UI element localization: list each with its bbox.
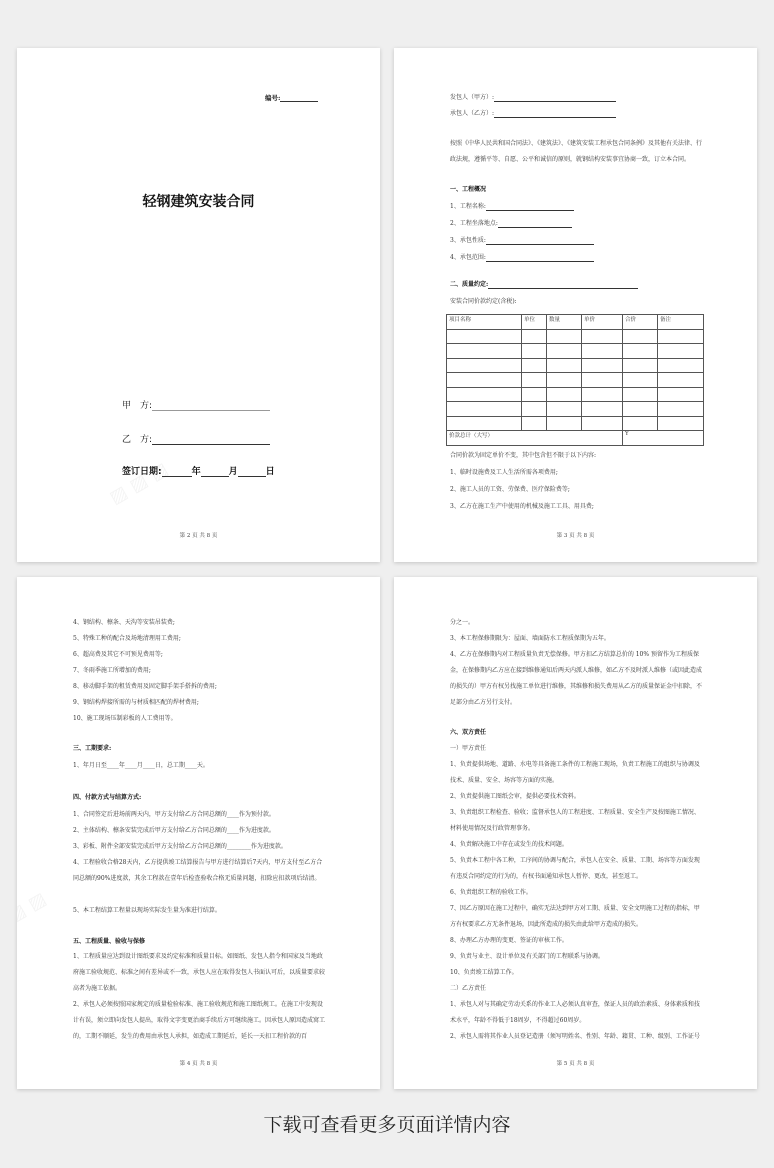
payment-line: 3、彩板、附件全部安装完成后甲方支付给乙方合同总额的________作为进度款。 (73, 843, 287, 850)
payment-line: 1、合同签定后进场前两天内，甲方支付给乙方合同总额的____作为预付款。 (73, 811, 275, 818)
list-item: 9、钢结构焊接所需的与材质相匹配的焊材费用; (73, 699, 199, 706)
section-5-heading: 五、工程质量、验收与保修 (73, 938, 146, 945)
duty-item: 8、办理乙方办理的变更、签证的审核工作。 (450, 937, 568, 944)
duty-item: 6、负责组织工程的验收工作。 (450, 889, 532, 896)
payment-line: 4、工程验收合格28天内，乙方提供竣工结算报告与甲方进行结算后7天内，甲方支付至乙方合同总额的90%进度款，其余工程款在壹年后检查验收合格无质量问题，扣除应扣款项后结清。 (73, 859, 323, 882)
table-row (447, 416, 704, 431)
table-row (447, 387, 704, 402)
sign-date-month: 月 (228, 467, 238, 477)
duty-item: 1、负责提供场地、道路、水电等具备施工条件的工程施工现场，负责工程施工的组织与协调及技术、质量、安全、场容等方面的实施。 (450, 761, 700, 784)
page-footer: 第 4 页 共 8 页 (179, 1061, 218, 1067)
sign-date-year: 年 (191, 467, 201, 477)
page-4 (394, 577, 757, 1089)
section-2-heading (450, 281, 638, 289)
quality-paragraph: 2、承包人必须按照国家规定的质量检验标准、施工验收规范和施工图纸规工。在施工中发现设计有误，须立即向发包人提出，取得文字变更治商手续后方可继续施工。因承包人原因造成窝工的，工期不顺延，发生的费用由承包人承担，如造成工期延后，延长一天扣工程价款的百 (73, 1001, 326, 1040)
after-table-line: 1、临时设施费及工人生活所需各项费用; (450, 469, 558, 476)
col-quantity: 数量 (547, 315, 582, 330)
payment-line: 2、主体结构、檩条安装完成后甲方支付给乙方合同总额的____作为进度款。 (73, 827, 275, 834)
contract-nature-line (450, 237, 594, 245)
download-caption: 下载可查看更多页面详情内容 (263, 1114, 511, 1136)
section-1-heading: 一、工程概况 (450, 186, 487, 193)
total-symbol: Y (623, 431, 704, 446)
contract-nature-label: 3、承包性质: (450, 237, 486, 244)
contractor-duties-heading: 二）乙方责任 (450, 985, 487, 992)
project-location-line (450, 220, 572, 228)
page-footer: 第 5 页 共 8 页 (556, 1061, 595, 1067)
duty-item: 1、承包人对与其确定劳动关系的作业工人必须认真审查，保证人员的政治素质、身体素质和技术水平，年龄不得低于18周岁，不得超过60周岁。 (450, 1001, 700, 1024)
project-name-label: 1、工程名称: (450, 203, 486, 210)
list-item: 7、冬雨季施工所增加的费用; (73, 667, 151, 674)
table-row (447, 402, 704, 417)
quality-paragraph: 1、工程质量应达到设计图纸要求及约定标准和质量目标。如图纸、发包人指令和国家及当地政府施工验收规范、标准之间有差异或不一致，承包人应在取得发包人书面认可后，以质量要求较高者为施工依据。 (73, 953, 326, 992)
project-name-line (450, 203, 574, 211)
list-item: 8、移动脚手架的租赁费用及固定脚手架手搭拆的费用; (73, 683, 217, 690)
after-table-line: 3、乙方在施工生产中使用的机械及施工工具、用具费; (450, 503, 594, 510)
list-item: 4、钢结构、檩条、天沟等安装吊装费; (73, 619, 175, 626)
sign-date-label: 签订日期: (122, 467, 162, 477)
intro-paragraph: 按照《中华人民共和国合同法》、《建筑法》、《建筑安装工程承包合同条例》及其他有关法律、行政法规，遵循平等、自愿、公平和诚信的原则，就钢结构安装事宜协商一致，订立本合同。 (450, 140, 703, 163)
section-2-label: 二、质量约定: (450, 281, 489, 288)
text-line: 3、本工程保修期限为：屋面、墙面防水工程质保期为五年。 (450, 635, 610, 642)
duty-item: 4、负责解决施工中存在或发生的技术问题。 (450, 841, 568, 848)
page-footer: 第 3 页 共 8 页 (556, 533, 595, 539)
section-6-heading: 六、双方责任 (450, 729, 487, 736)
contract-number (265, 93, 318, 102)
list-item: 5、特殊工种的配合及场地清理用工费用; (73, 635, 181, 642)
after-table-line: 2、施工人员的工资、劳保费、医疗保险费等; (450, 486, 570, 493)
duty-item: 2、承包人需将其作业人员登记造册（须写明姓名、性别、年龄、籍贯、工种、级别、工作证号 (450, 1033, 700, 1040)
duty-item: 2、负责提供施工图纸会审，提供必要技术资料。 (450, 793, 580, 800)
party-a-line (122, 398, 270, 411)
period-line: 1、年月日至____年____月____日，总工期____天。 (73, 762, 209, 769)
table-row (447, 329, 704, 344)
duty-item: 10、负责竣工结算工作。 (450, 969, 518, 976)
contract-title: 轻钢建筑安装合同 (142, 194, 255, 210)
employer-line (450, 94, 616, 102)
page-1-cover (17, 48, 380, 562)
contract-scope-line (450, 254, 594, 262)
table-total-row (447, 431, 704, 446)
duty-item: 3、负责组织工程检查、验收；监督承包人的工程进度、工程质量、安全生产及按图施工情况、材料使用情况及行政管理事务。 (450, 809, 700, 832)
sign-date-day: 日 (265, 467, 275, 477)
after-table-line: 合同价款为固定单价不变，其中包含但不限于以下内容: (450, 452, 597, 459)
duty-item: 5、负责本工程中各工种，工序间的协调与配合，承包人在安全、质量、工期、场容等方面发现有违反合同约定的行为的，有权书面通知承包人暂停、更改，甚至返工。 (450, 857, 700, 880)
payment-line: 5、本工程结算工程量以现场实际发生量为准进行结算。 (73, 907, 221, 914)
col-item-name: 项目名称 (447, 315, 522, 330)
party-b-line (122, 432, 270, 445)
col-total: 合价 (623, 315, 658, 330)
party-b-label: 乙 方: (122, 435, 153, 445)
employer-label: 发包人（甲方）: (450, 94, 495, 101)
contract-number-label: 编号: (265, 94, 281, 102)
duty-item: 7、因乙方原因在施工过程中，确实无法达到甲方对工期、质量、安全文明施工过程的指标，甲方有权要求乙方无条件退场，因此所造成的损失由此给甲方造成的损失。 (450, 905, 700, 928)
section-3-heading: 三、工期要求: (73, 745, 112, 752)
table-row (447, 358, 704, 373)
col-unit-price: 单价 (582, 315, 623, 330)
table-row (447, 373, 704, 388)
party-a-label: 甲 方: (122, 401, 153, 411)
list-item: 6、超高费及其它不可预见费用等; (73, 651, 163, 658)
price-caption: 安装合同价款约定(含税): (450, 298, 517, 305)
contractor-line (450, 110, 616, 118)
table-header-row (447, 315, 704, 330)
table-row (447, 344, 704, 359)
col-remarks: 备注 (658, 315, 704, 330)
contract-scope-label: 4、承包范围: (450, 254, 486, 261)
price-table (446, 314, 704, 446)
contractor-label: 承包人（乙方）: (450, 110, 495, 117)
list-item: 10、施工现场压制彩板的人工费用等。 (73, 715, 177, 722)
watermark (17, 888, 50, 926)
text-line: 分之一。 (450, 619, 475, 626)
page-footer: 第 2 页 共 8 页 (179, 533, 218, 539)
section-4-heading: 四、付款方式与结算方式: (73, 794, 142, 801)
col-unit: 单位 (522, 315, 547, 330)
project-location-label: 2、工程坐落地点: (450, 220, 498, 227)
page-2 (394, 48, 757, 562)
duty-item: 9、负责与业主、设计单位及有关部门的工程联系与协调。 (450, 953, 604, 960)
warranty-paragraph: 4、乙方在保修期内对工程质量负责无偿保修。甲方扣乙方结算总价的 10% 预留作为工程质保金，在保修期内乙方应在接到维修通知后两天内派人维修，如乙方不及时派人维修（或因此造成的损失的）甲方有权另找施工单位进行维修，其维修和损失费用从乙方的质量保证金中扣除，不足部分由乙方另行支付。 (450, 651, 703, 706)
total-label: 价款总计（大写） (447, 431, 623, 446)
page-3 (17, 577, 380, 1089)
employer-duties-heading: 一）甲方责任 (450, 745, 487, 752)
